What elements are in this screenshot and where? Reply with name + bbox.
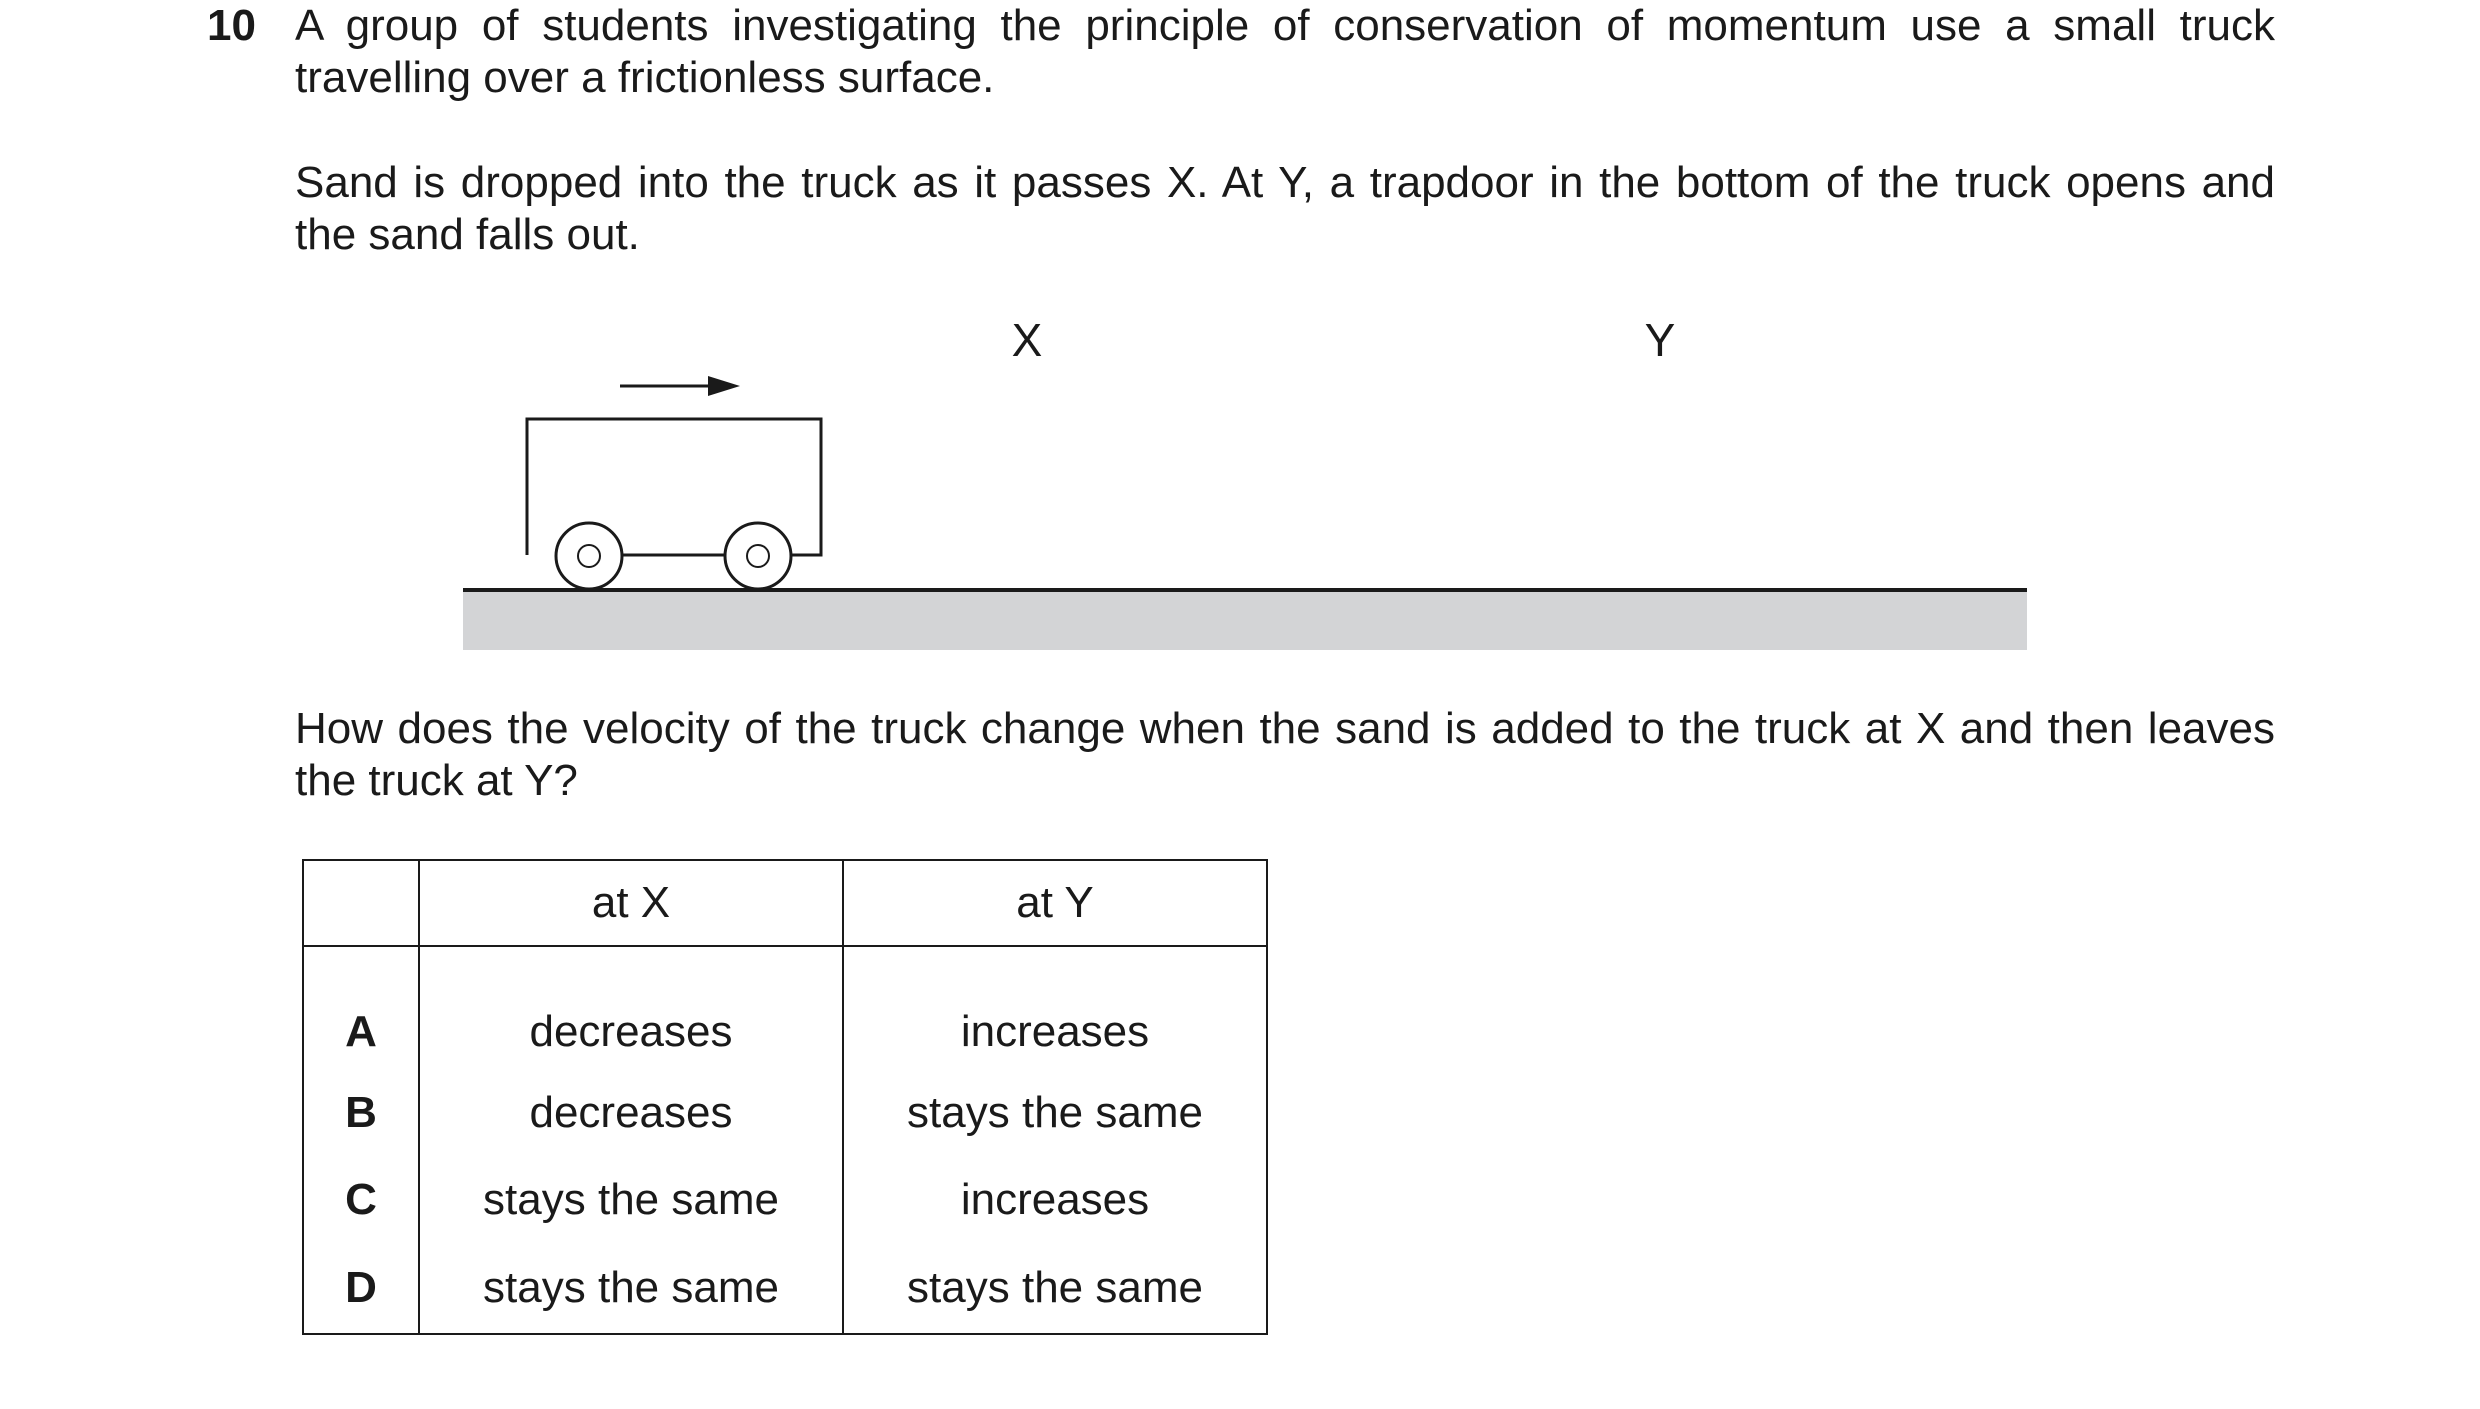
table-header-row xyxy=(303,860,1267,946)
option-at-y: increases xyxy=(843,1156,1267,1243)
header-blank xyxy=(303,860,419,946)
question-number: 10 xyxy=(207,1,256,50)
option-row-a[interactable] xyxy=(303,946,1267,1069)
option-at-y: increases xyxy=(843,946,1267,1069)
wheel-front xyxy=(725,523,791,589)
truck-diagram xyxy=(0,0,2480,700)
option-row-b[interactable] xyxy=(303,1069,1267,1156)
option-at-y: stays the same xyxy=(843,1243,1267,1334)
truck xyxy=(527,419,821,589)
option-at-y: stays the same xyxy=(843,1069,1267,1156)
option-row-c[interactable] xyxy=(303,1156,1267,1243)
option-letter: B xyxy=(303,1069,419,1156)
question-prompt: How does the velocity of the truck change when the sand is added to the truck at X and then leaves the truck at Y? xyxy=(295,704,2275,805)
answer-table xyxy=(302,859,1268,1335)
wheel-rear xyxy=(556,523,622,589)
option-letter: A xyxy=(303,946,419,1069)
frictionless-surface xyxy=(463,590,2027,650)
option-at-x: stays the same xyxy=(419,1156,843,1243)
option-at-x: stays the same xyxy=(419,1243,843,1334)
header-at-y: at Y xyxy=(843,860,1267,946)
header-at-x: at X xyxy=(419,860,843,946)
label-x: X xyxy=(1011,314,1043,366)
label-y: Y xyxy=(1644,314,1676,366)
option-at-x: decreases xyxy=(419,946,843,1069)
question-setup: Sand is dropped into the truck as it passes X. At Y, a trapdoor in the bottom of the truck opens and the sand falls out. xyxy=(295,158,2275,259)
option-row-d[interactable] xyxy=(303,1243,1267,1334)
option-letter: C xyxy=(303,1156,419,1243)
option-letter: D xyxy=(303,1243,419,1334)
option-at-x: decreases xyxy=(419,1069,843,1156)
direction-arrow xyxy=(620,376,740,396)
question-intro: A group of students investigating the principle of conservation of momentum use a small truck travelling over a frictionless surface. xyxy=(295,1,2275,102)
